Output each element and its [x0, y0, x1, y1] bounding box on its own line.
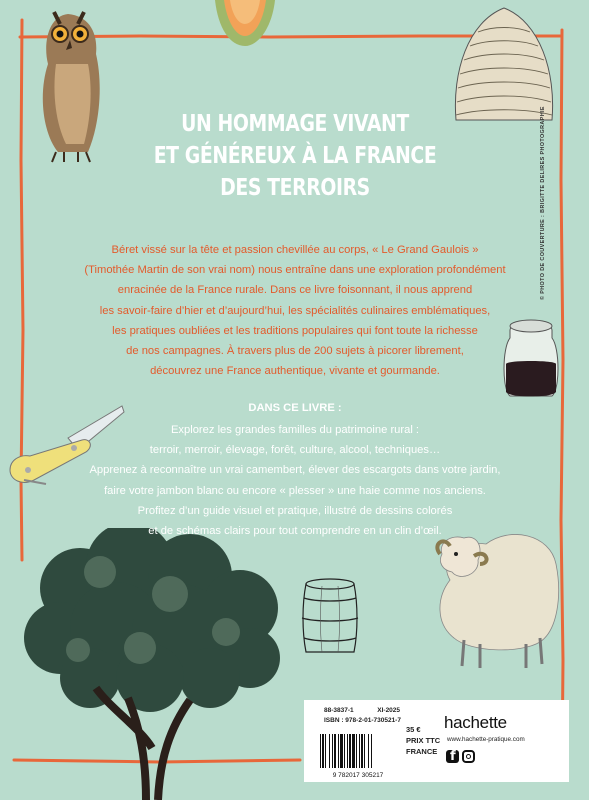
book-section-title: DANS CE LIVRE : [248, 402, 342, 414]
book-line: Apprenez à reconnaître un vrai camembert, élever des escargots dans votre jardin, [89, 464, 501, 477]
publisher-url: www.hachette-pratique.com [447, 736, 525, 743]
barcode-bar [352, 734, 355, 768]
price-block [406, 724, 440, 757]
barcode-bar [329, 734, 330, 768]
barcode-bar [332, 734, 333, 768]
intro-line: découvrez une France authentique, vivante et gourmande. [150, 365, 440, 378]
barcode-bar [349, 734, 351, 768]
barrel-illustration [296, 578, 364, 658]
barcode-meta [324, 706, 401, 726]
book-section-paragraph [60, 420, 530, 541]
book-line: et de schémas clairs pour tout comprendre en un clin d’œil. [148, 525, 442, 538]
barcode-bar [364, 734, 365, 768]
barcode-bar [344, 734, 345, 768]
barcode-bar [320, 734, 321, 768]
sheep-illustration [430, 520, 562, 672]
isbn: ISBN : 978-2-01-730521-7 [324, 717, 401, 724]
print-date: XI-2025 [377, 707, 401, 714]
intro-line: de nos campagnes. À travers plus de 200 sujets à picorer librement, [126, 345, 464, 358]
barcode [318, 734, 398, 778]
facebook-icon[interactable]: f [446, 750, 459, 763]
barcode-bar [340, 734, 343, 768]
book-line: faire votre jambon blanc ou encore « plesser » une haie comme nos anciens. [104, 484, 486, 497]
product-code: 88-3837-1 [324, 707, 354, 714]
headline-line-2: ET GÉNÉREUX À LA FRANCE [153, 143, 437, 169]
photo-credit: © PHOTO DE COUVERTURE : BRIGITTE DELIRES PHOTOGRAPHIE [540, 106, 546, 300]
book-line: Explorez les grandes familles du patrimoine rural : [170, 424, 420, 436]
instagram-icon[interactable] [462, 750, 475, 763]
headline-line-1: UN HOMMAGE VIVANT [181, 111, 409, 137]
melon-illustration [210, 0, 280, 50]
intro-line: les savoir-faire d’hier et d’aujourd’hui, les spécialités culinaires emblématiques, [99, 304, 491, 317]
price: 35 € [406, 725, 421, 734]
barcode-bar [334, 734, 336, 768]
intro-line: Béret vissé sur la tête et passion chevillée au corps, « Le Grand Gaulois » [111, 244, 479, 256]
publisher-logo: hachette [444, 713, 507, 732]
price-country: FRANCE [406, 747, 438, 756]
barcode-bar [368, 734, 369, 768]
barcode-bar [361, 734, 363, 768]
intro-line: (Timothée Martin de son vrai nom) nous entraîne dans une exploration profondément [84, 264, 506, 277]
barcode-bar [347, 734, 348, 768]
social-icons [446, 750, 475, 763]
barcode-bar [371, 734, 372, 768]
book-line: terroir, merroir, élevage, forêt, culture, alcool, techniques… [149, 444, 441, 457]
headline [143, 108, 446, 204]
headline-line-3: DES TERROIRS [220, 175, 370, 201]
barcode-bar [359, 734, 360, 768]
olive-tree-illustration [20, 528, 292, 800]
book-line: Profitez d’un guide visuel et pratique, illustré de dessins colorés [137, 504, 453, 517]
barcode-digits: 9 782017 305217 [332, 772, 384, 778]
intro-line: enracinée de la France rurale. Dans ce livre foisonnant, il nous apprend [117, 284, 473, 297]
owl-illustration [18, 4, 118, 164]
barcode-bar [322, 734, 324, 768]
barcode-bar [325, 734, 326, 768]
barcode-bar [356, 734, 357, 768]
intro-line: les pratiques oubliées et les traditions populaires qui font toute la richesse [112, 324, 478, 337]
intro-paragraph [60, 240, 530, 381]
back-cover-info-box [304, 700, 569, 782]
price-label: PRIX TTC [406, 736, 441, 745]
barcode-bar [338, 734, 339, 768]
